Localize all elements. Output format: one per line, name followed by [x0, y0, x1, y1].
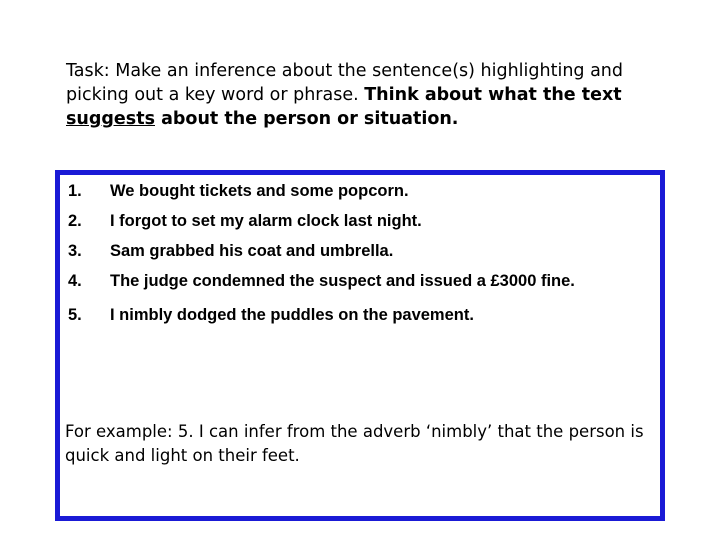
sentence-item — [68, 304, 658, 334]
task-emphasis-part-2: about the person or situation. — [155, 109, 459, 129]
sentence-item — [68, 240, 658, 270]
task-emphasis-underlined: suggests — [66, 109, 155, 129]
task-intro-text: Task: Make an inference about the sentence(s) highlighting and picking out a key word or phrase. — [66, 61, 624, 105]
task-emphasis-part-1: Think about what the text — [364, 85, 622, 105]
sentence-list — [68, 180, 658, 330]
sentence-text: Sam grabbed his coat and umbrella. — [110, 242, 394, 260]
sentence-text: We bought tickets and some popcorn. — [110, 182, 409, 200]
sentence-number: 2. — [68, 212, 82, 230]
sentence-text: I forgot to set my alarm clock last night. — [110, 212, 422, 230]
sentence-item — [68, 270, 658, 300]
sentence-text: The judge condemned the suspect and issued a £3000 fine. — [110, 272, 575, 290]
sentence-number: 3. — [68, 242, 82, 260]
sentence-number: 5. — [68, 306, 82, 324]
sentence-text: I nimbly dodged the puddles on the pavement. — [110, 306, 474, 324]
sentence-item — [68, 180, 658, 210]
sentence-number: 4. — [68, 272, 82, 290]
sentence-item — [68, 210, 658, 240]
task-instructions — [66, 59, 666, 131]
sentence-number: 1. — [68, 182, 82, 200]
example-text: For example: 5. I can infer from the adverb ‘nimbly’ that the person is quick and light on their feet. — [65, 422, 644, 465]
sentence-box — [55, 170, 665, 521]
